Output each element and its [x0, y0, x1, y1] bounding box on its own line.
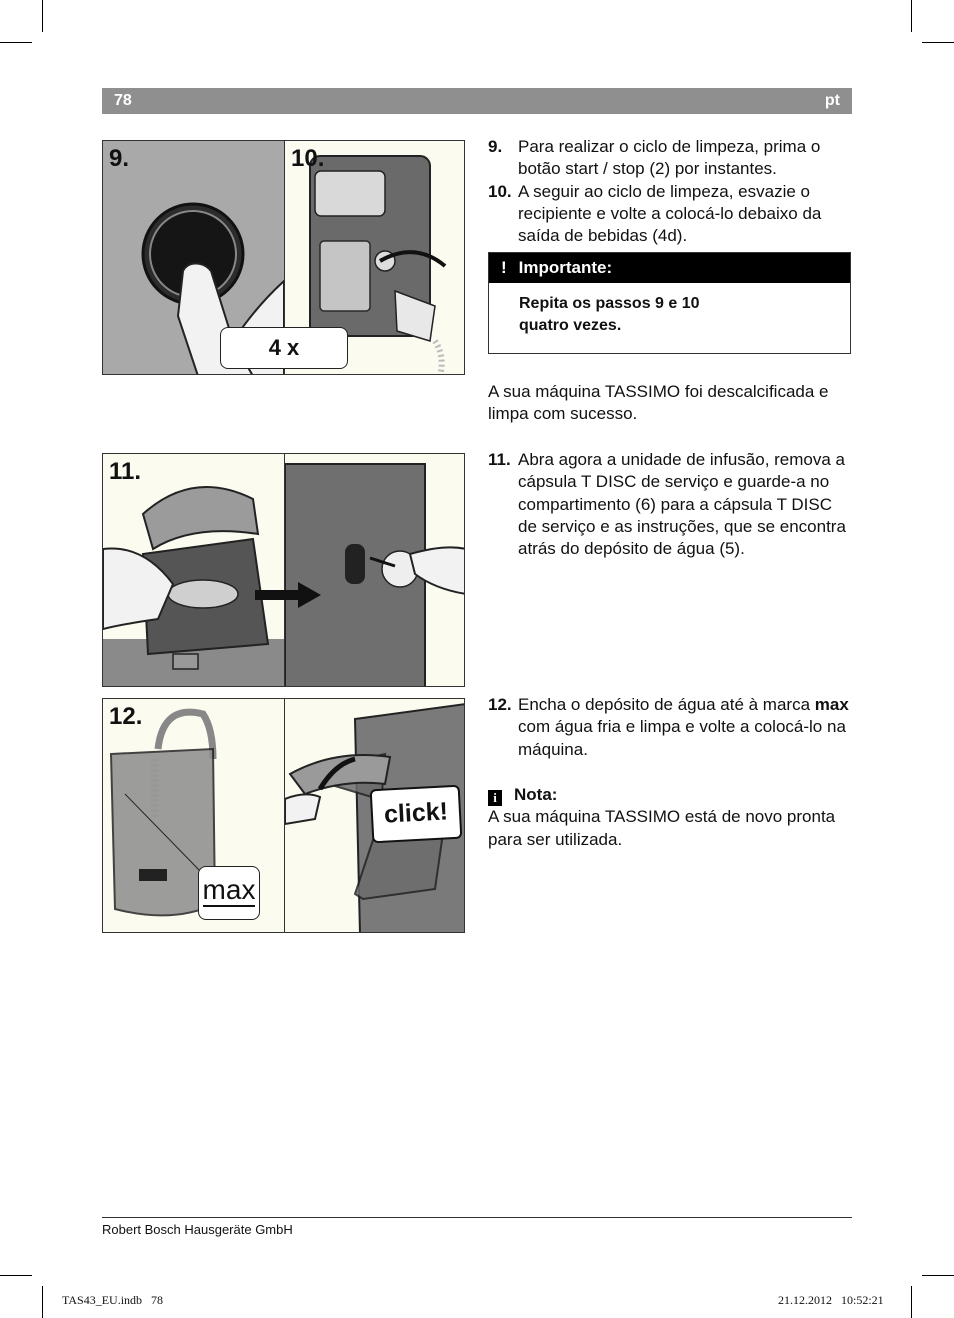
step-12-number: 12.: [488, 695, 512, 714]
important-header: [489, 253, 850, 283]
illustration-step-12: [102, 698, 465, 933]
important-line-1: Repita os passos 9 e 10: [519, 295, 700, 312]
note-title: Nota:: [514, 785, 558, 804]
slug-file: TAS43_EU.indb 78: [62, 1293, 164, 1307]
page-number: 78: [114, 92, 132, 109]
important-line-2: quatro vezes.: [519, 317, 622, 334]
success-paragraph: [488, 381, 854, 426]
step-12-text-block: [488, 694, 854, 761]
step-11-text: Abra agora a unidade de infusão, remova a cápsula T DISC de serviço e guarde-a no compartimento (6) para a cápsula T DISC de serviço e as instruções, que se encontra atrás do depósito de água (5).: [518, 450, 846, 559]
step-9-number: 9.: [488, 137, 503, 156]
max-label: max: [202, 874, 256, 905]
note-text: A sua máquina TASSIMO está de novo pronta para ser utilizada.: [488, 807, 836, 849]
important-body: [489, 283, 850, 337]
crop-mark: [911, 1286, 912, 1318]
step-12-item: [488, 694, 854, 761]
illustration-steps-9-10: [102, 140, 465, 375]
success-text: A sua máquina TASSIMO foi descalcificada e limpa com sucesso.: [488, 382, 829, 424]
crop-mark: [42, 0, 43, 32]
store-tdisc-drawing: [285, 454, 465, 687]
step-10-number: 10.: [488, 181, 512, 201]
step-9-item: [488, 136, 854, 181]
step-number-9: 9.: [109, 145, 130, 172]
crop-mark: [0, 42, 32, 43]
illustration-open-brew-unit: [103, 454, 284, 686]
step-10-item: [488, 181, 854, 248]
step-number-11: 11.: [109, 458, 142, 485]
crop-mark: [42, 1286, 43, 1318]
important-mark: !: [501, 258, 507, 277]
open-brew-unit-drawing: [103, 454, 284, 687]
note-header: [488, 784, 854, 806]
step-11-number: 11.: [488, 450, 511, 469]
step-9-text: Para realizar o ciclo de limpeza, prima o botão start / stop (2) por instantes.: [518, 137, 821, 179]
step-number-10: 10.: [291, 145, 325, 172]
note-block: [488, 784, 854, 851]
step-12-max-word: max: [814, 695, 849, 714]
step-12-text-before: Encha o depósito de água até à marca: [518, 695, 815, 714]
info-icon: i: [488, 790, 502, 806]
repeat-count-label: 4 x: [268, 335, 300, 360]
crop-mark: [911, 0, 912, 32]
step-number-12: 12.: [109, 703, 143, 730]
footer-company: Robert Bosch Hausgeräte GmbH: [102, 1222, 293, 1237]
slug-datetime: 21.12.2012 10:52:21: [778, 1293, 884, 1307]
crop-mark: [922, 42, 954, 43]
crop-mark: [0, 1275, 32, 1276]
illustration-store-tdisc: [284, 454, 465, 686]
page-header: [102, 88, 852, 114]
step-10-text: A seguir ao ciclo de limpeza, esvazie o recipiente e volte a colocá-lo debaixo da saída de bebidas (4d).: [518, 181, 822, 246]
step-12-text-after: com água fria e limpa e volte a colocá-lo na máquina.: [518, 717, 846, 759]
crop-mark: [922, 1275, 954, 1276]
max-label-callout: [198, 866, 260, 920]
right-arrow-icon: [253, 580, 323, 610]
important-box: [488, 252, 851, 354]
steps-9-10-text: [488, 136, 854, 247]
step-11-text-block: [488, 449, 854, 560]
illustration-step-11: [102, 453, 465, 687]
important-title: Importante:: [518, 258, 613, 277]
step-11-item: [488, 449, 854, 560]
footer-divider: [102, 1217, 852, 1218]
language-code: pt: [824, 92, 840, 109]
click-label: click!: [383, 797, 449, 829]
click-label-callout: [370, 785, 463, 844]
repeat-count-badge: [220, 327, 348, 369]
